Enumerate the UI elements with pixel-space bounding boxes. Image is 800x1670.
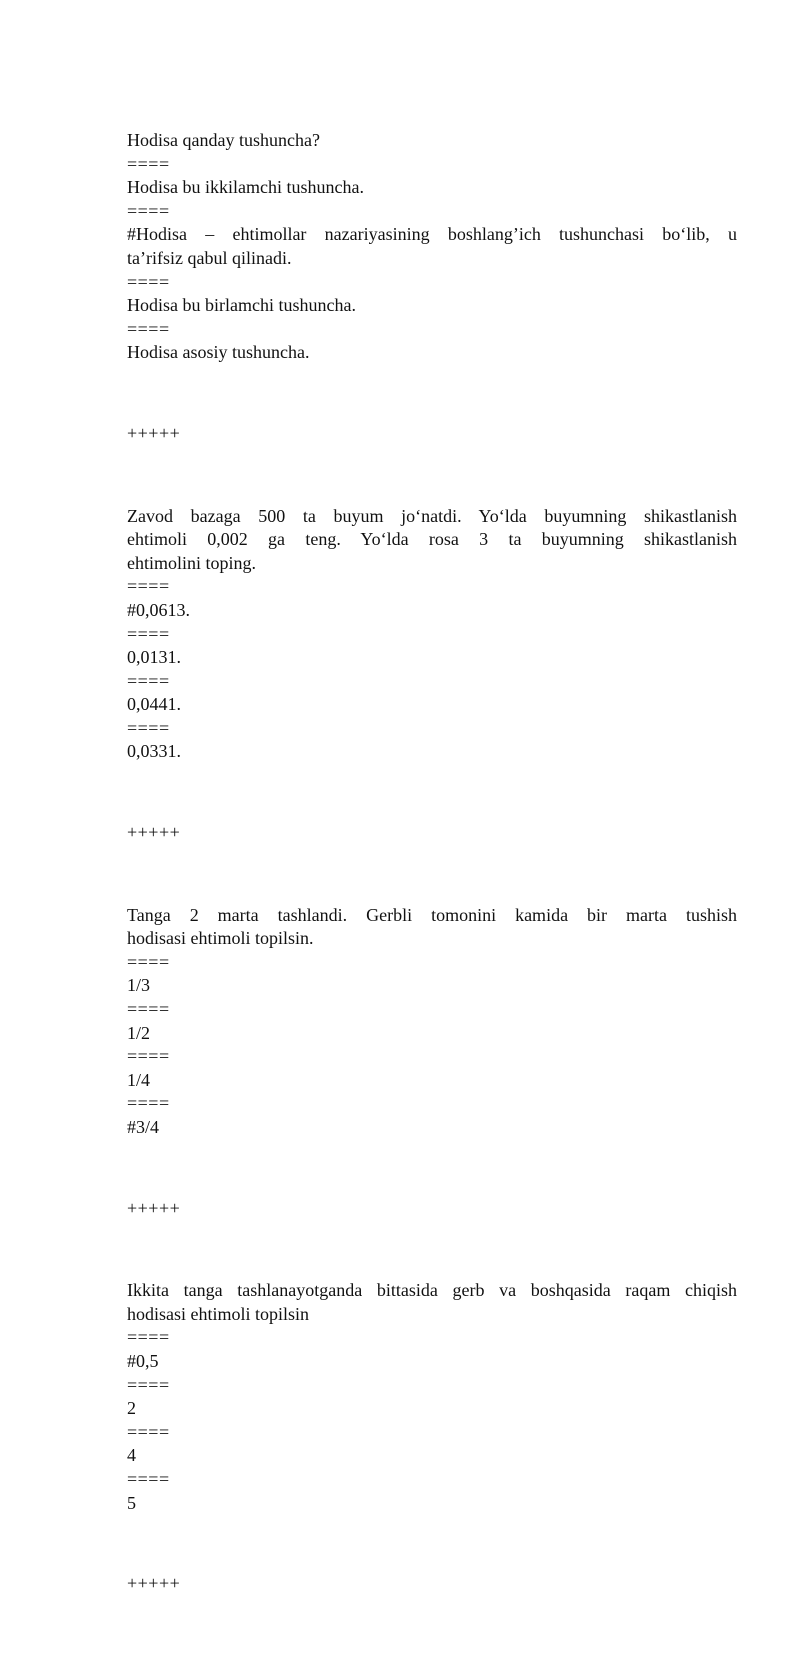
spacer [127,845,737,904]
answer-option: 1/3 [127,975,151,996]
answer-option: Hodisa bu ikkilamchi tushuncha. [127,177,364,198]
separator: ==== [127,153,170,174]
answer-option-correct-continued: ta’rifsiz qabul qilinadi. [127,247,292,268]
question-text: Ikkita tanga tashlanayotganda bittasida gerb va boshqasida raqam chiqish [127,1280,737,1301]
answer-option: 1/4 [127,1069,151,1090]
answer-option: 1/2 [127,1022,151,1043]
answer-option-correct: #0,0613. [127,599,190,620]
document-page [127,129,737,1596]
separator: ==== [127,999,170,1020]
question-text-continued: ehtimoli 0,002 ga teng. Yo‘lda rosa 3 ta buyumning shikastlanish [127,529,737,550]
answer-option-correct: #0,5 [127,1350,159,1371]
block-end-marker: +++++ [127,1197,181,1218]
separator: ==== [127,670,170,691]
block-end-marker: +++++ [127,822,181,843]
answer-option: 0,0441. [127,694,181,715]
question-text-continued: hodisasi ehtimoli topilsin. [127,928,314,949]
separator: ==== [127,1468,170,1489]
question-text-continued: ehtimolini toping. [127,552,256,573]
question-block [127,1279,737,1515]
spacer [127,1220,737,1279]
question-block [127,505,737,765]
answer-option-correct: #3/4 [127,1117,160,1137]
separator: ==== [127,1374,170,1395]
answer-option: 4 [127,1445,136,1466]
question-text-continued: hodisasi ehtimoli topilsin [127,1303,310,1324]
answer-option: 5 [127,1492,136,1513]
separator: ==== [127,1421,170,1442]
block-end-marker: +++++ [127,422,181,443]
separator: ==== [127,951,170,972]
answer-option: 2 [127,1398,136,1419]
separator: ==== [127,200,170,221]
answer-option: 0,0331. [127,741,181,762]
separator: ==== [127,1046,170,1067]
question-block [127,904,737,1140]
spacer [127,446,737,505]
question-text: Hodisa qanday tushuncha? [127,130,320,150]
answer-option: Hodisa asosiy tushuncha. [127,342,310,363]
question-text: Tanga 2 marta tashlandi. Gerbli tomonini kamida bir marta tushish [127,904,737,925]
question-text: Zavod bazaga 500 ta buyum jo‘natdi. Yo‘lda buyumning shikastlanish [127,505,737,526]
separator: ==== [127,1093,170,1114]
separator: ==== [127,623,170,644]
spacer [127,1515,737,1572]
separator: ==== [127,271,170,292]
spacer [127,365,737,422]
spacer [127,764,737,821]
separator: ==== [127,576,170,597]
answer-option: Hodisa bu birlamchi tushuncha. [127,295,356,316]
separator: ==== [127,318,170,339]
answer-option: 0,0131. [127,647,181,668]
question-block [127,129,737,365]
spacer [127,1140,737,1197]
block-end-marker: +++++ [127,1573,181,1594]
separator: ==== [127,1327,170,1348]
answer-option-correct: #Hodisa – ehtimollar nazariyasining boshlang’ich tushunchasi bo‘lib, u [127,224,737,245]
separator: ==== [127,717,170,738]
